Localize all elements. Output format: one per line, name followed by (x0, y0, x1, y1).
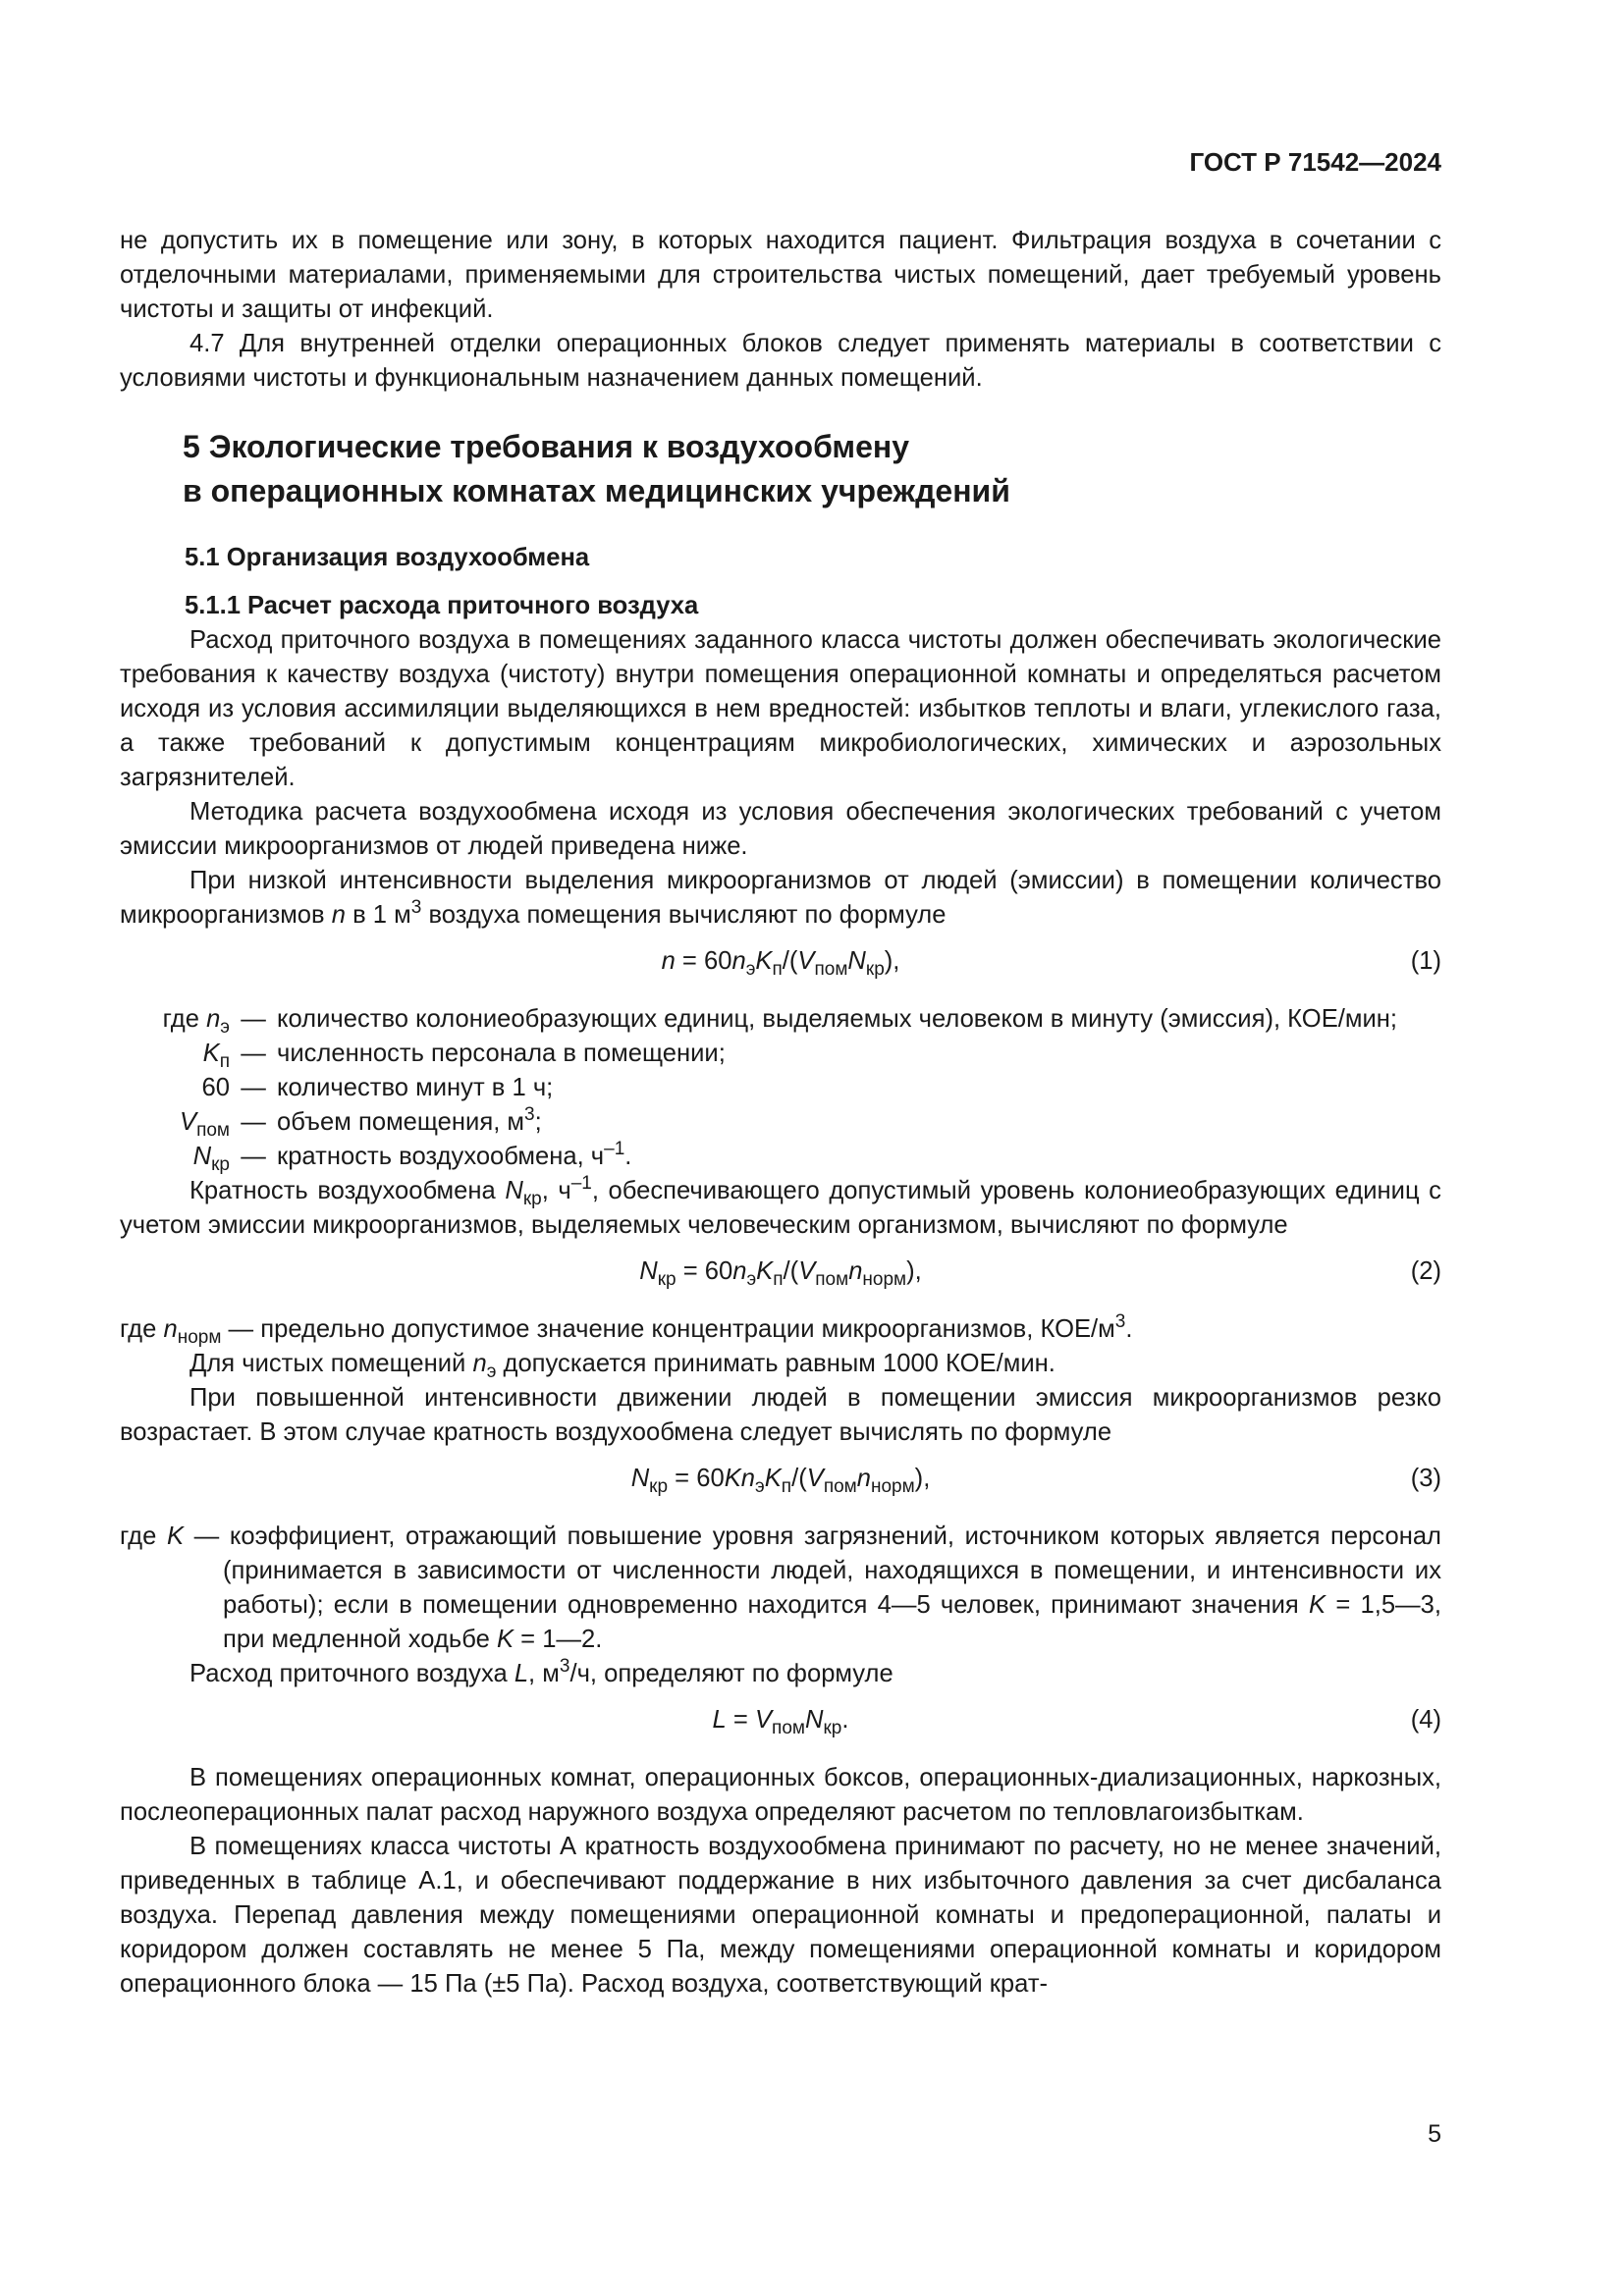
clause-4-7: 4.7 Для внутренней отделки операционных блоков следует применять материалы в соответствии с условиями чистоты и функциональным назначением данных помещений. (120, 330, 1441, 392)
page-body (120, 224, 1441, 2002)
legend-desc: численность персонала в помещении; (277, 1040, 726, 1067)
legend-term: где $n_э$ (162, 1005, 230, 1038)
paragraph-cleanliness-class-a: В помещениях класса чистоты А кратность воздухообмена принимают по расчету, но не менее значений, приведенных в таблице А.1, и обеспечивают поддержание в них избыточного давления за счет дисбаланса воздуха. Перепад давления между помещениями операционной комнаты и предоперационной, палаты и коридором должен составлять не менее 5 Па, между помещениями операционной комнаты и коридором операционного блока — 15 Па (±5 Па). Расход воздуха, соответствующий крат- (120, 1833, 1441, 1998)
paragraph-high-intensity: При повышенной интенсивности движении людей в помещении эмиссия микроорганизмов резко возрастает. В этом случае кратность воздухообмена следует вычислять по формуле (120, 1384, 1441, 1446)
formula-2 (120, 1255, 1441, 1289)
page-number: 5 (1428, 2120, 1441, 2148)
section-5-title-line2: в операционных комнатах медицинских учреждений (183, 473, 1010, 508)
formula-2-expression: $N_{кр} = 60n_эK_п/(V_{пом}n_{норм})$, (639, 1257, 922, 1290)
paragraph-air-change-rate: Кратность воздухообмена $N_{кр}$, $ч^{-1}$, обеспечивающего допустимый уровень колониеобразующих единиц с учетом эмиссии микроорганизмов, выделяемых человеческим организмом, вычисляют по формуле (120, 1173, 1441, 1239)
paragraph-operating-rooms: В помещениях операционных комнат, операционных боксов, операционных-диализационных, наркозных, послеоперационных палат расход наружного воздуха определяют расчетом по тепловлагоизбыткам. (120, 1764, 1441, 1826)
standard-code-header: ГОСТ Р 71542—2024 (1189, 147, 1441, 177)
formula-1-expression: $n = 60n_эK_п/(V_{пом}N_{кр})$, (661, 947, 900, 980)
paragraph-supply-air: Расход приточного воздуха в помещениях заданного класса чистоты должен обеспечивать экологические требования к качеству воздуха (чистоту) внутри помещения операционной комнаты и определяться расчетом исходя из условия ассимиляции выделяющихся в нем вредностей: избытков теплоты и влаги, углекислого газа, а также требований к допустимым концентрациям микробиологических, химических и аэрозольных загрязнителей. (120, 626, 1441, 791)
formula-1 (120, 944, 1441, 979)
paragraph-clean-rooms: Для чистых помещений $n_э$ допускается принимать равным 1000 КОЕ/мин. (189, 1350, 1056, 1382)
legend-desc: количество колониеобразующих единиц, выделяемых человеком в минуту (эмиссия), КОЕ/мин; (277, 1005, 1398, 1033)
formula-3 (120, 1462, 1441, 1496)
subsection-5-1-1-heading: 5.1.1 Расчет расхода приточного воздуха (185, 592, 699, 619)
paragraph-method: Методика расчета воздухообмена исходя из условия обеспечения экологических требований с учетом эмиссии микроорганизмов от людей приведена ниже. (120, 798, 1441, 860)
legend-desc: объем помещения, $м^3$; (277, 1104, 542, 1136)
paragraph-low-intensity: При низкой интенсивности выделения микроорганизмов от людей (эмиссии) в помещении количество микроорганизмов n в 1 $м^3$ воздуха помещения вычисляют по формуле (120, 867, 1441, 929)
formula-2-legend: где $n_{норм}$ — предельно допустимое значение концентрации микроорганизмов, КОЕ/$м^3$. (120, 1311, 1133, 1348)
formula-3-number: (3) (1410, 1465, 1441, 1492)
formula-4-expression: $L = V_{пом}N_{кр}$. (712, 1706, 849, 1738)
legend-term: $N_{кр}$ (192, 1143, 230, 1175)
legend-term: $V_{пом}$ (180, 1108, 230, 1141)
formula-3-legend: где K — коэффициент, отражающий повышение уровня загрязнений, источником которых является персонал (принимается в зависимости от численности людей, находящихся в помещении, и интенсивности их работы); если в помещении одновременно находится 4—5 человек, принимают значения K = 1,5—3, при медленной ходьбе K = 1—2. (120, 1522, 1442, 1653)
legend-desc: кратность воздухообмена, $ч^{-1}$. (277, 1139, 632, 1170)
formula-2-number: (2) (1410, 1257, 1441, 1285)
paragraph-supply-flow: Расход приточного воздуха L, $м^3/ч$, определяют по формуле (189, 1656, 893, 1687)
legend-term: $K_п$ (202, 1040, 230, 1072)
subsection-5-1-heading: 5.1 Организация воздухообмена (185, 544, 590, 571)
section-5-heading (183, 425, 1441, 513)
section-5-title-line1: 5 Экологические требования к воздухообмену (183, 429, 909, 464)
formula-4 (120, 1703, 1441, 1737)
legend-desc: количество минут в 1 ч; (277, 1074, 554, 1101)
formula-4-number: (4) (1410, 1706, 1441, 1734)
formula-1-number: (1) (1410, 947, 1441, 975)
paragraph-continuation: не допустить их в помещение или зону, в которых находится пациент. Фильтрация воздуха в сочетании с отделочными материалами, применяемыми для строительства чистых помещений, дает требуемый уровень чистоты и защиты от инфекций. (120, 227, 1441, 323)
legend-term: 60 (201, 1074, 230, 1101)
formula-3-expression: $N_{кр} = 60Kn_эK_п/(V_{пом}n_{норм})$, (630, 1465, 931, 1497)
formula-1-legend: где $n_э$ — количество колониеобразующих единиц, выделяемых человеком в минуту (эмиссия), КОЕ/мин; $K_п$ — численность персонала в помещении; 60 — количество минут в 1 ч; $V_{пом}$ — объем помещения, $м^3$; $N_{кр}$ — кратность воздухообмена, $ч^{-1}$. (120, 1002, 1441, 1174)
